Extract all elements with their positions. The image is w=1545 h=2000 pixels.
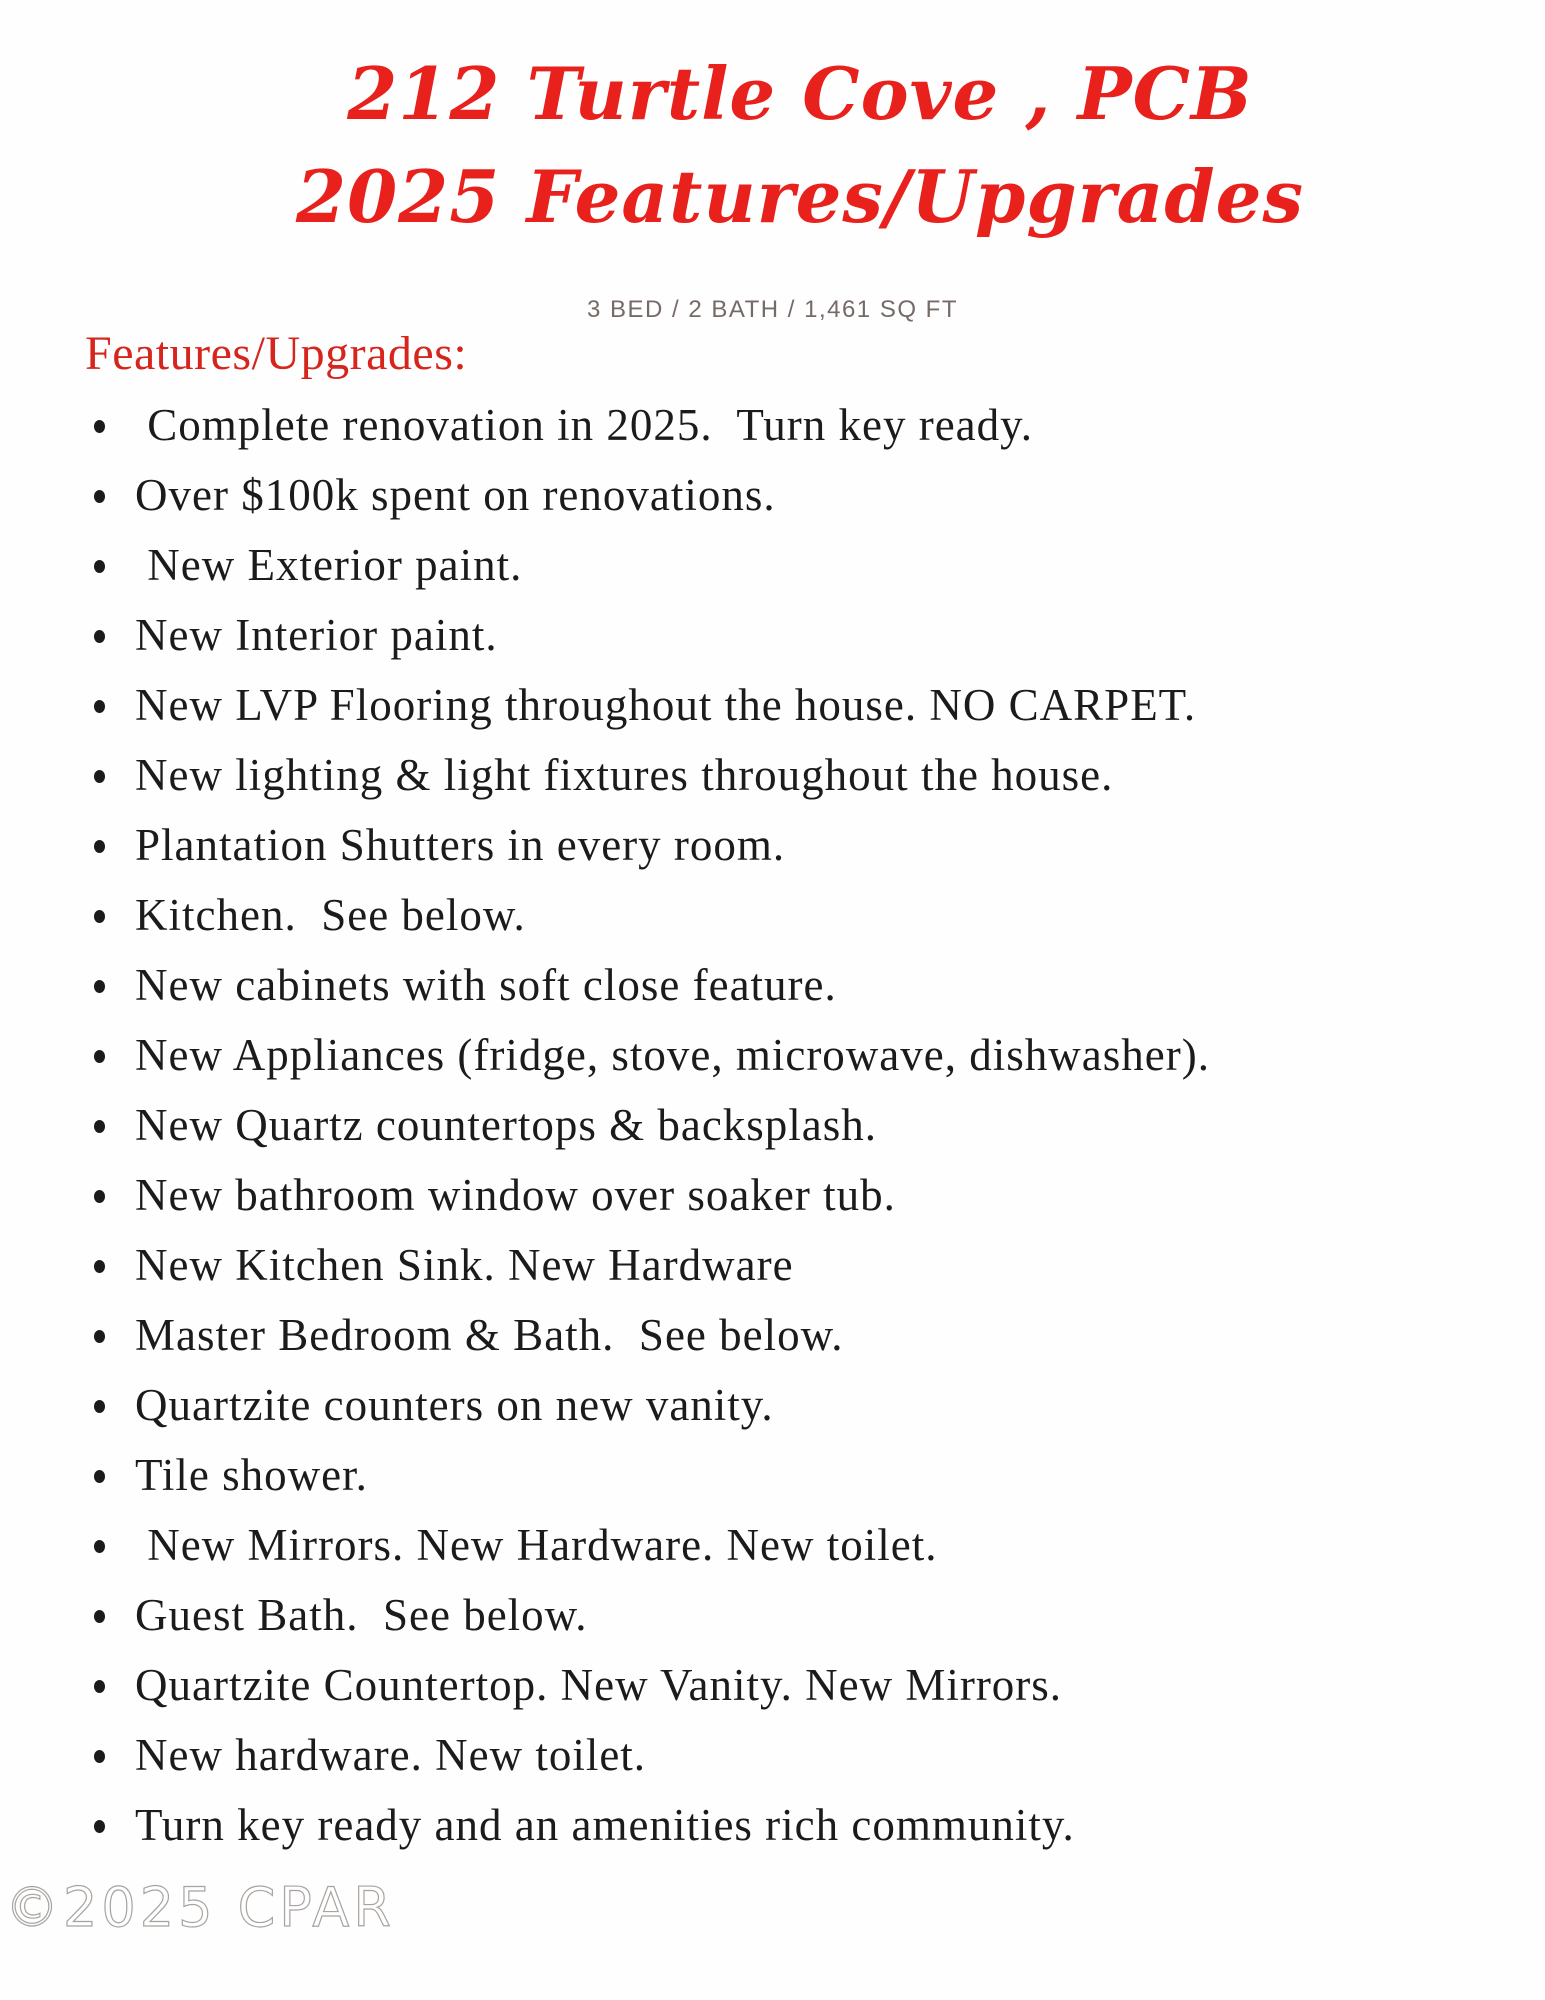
feature-item (0, 600, 1545, 670)
feature-item (0, 390, 1545, 460)
feature-item (0, 1720, 1545, 1790)
section-heading: Features/Upgrades: (85, 327, 468, 380)
feature-item (0, 670, 1545, 740)
bullet-icon (94, 700, 105, 713)
bullet-icon (94, 1400, 105, 1413)
feature-text: New Interior paint. (135, 610, 498, 660)
feature-text: New Mirrors. New Hardware. New toilet. (135, 1520, 938, 1570)
bullet-icon (94, 1680, 105, 1693)
bullet-icon (94, 1820, 105, 1833)
bullet-icon (94, 1260, 105, 1273)
property-specs: 3 BED / 2 BATH / 1,461 SQ FT (586, 296, 958, 323)
feature-item (0, 1790, 1545, 1860)
feature-list (0, 390, 1545, 1860)
feature-text: New lighting & light fixtures throughout the house. (135, 750, 1114, 800)
feature-text: Complete renovation in 2025. Turn key ready. (135, 400, 1033, 450)
feature-item (0, 1650, 1545, 1720)
feature-item (0, 1370, 1545, 1440)
feature-item (0, 460, 1545, 530)
feature-text: New Quartz countertops & backsplash. (135, 1100, 878, 1150)
bullet-icon (94, 490, 105, 503)
bullet-icon (94, 1050, 105, 1063)
feature-text: Quartzite Countertop. New Vanity. New Mirrors. (135, 1660, 1063, 1710)
feature-text: New LVP Flooring throughout the house. NO CARPET. (135, 680, 1197, 730)
bullet-icon (94, 910, 105, 923)
feature-item (0, 1160, 1545, 1230)
feature-item (0, 1230, 1545, 1300)
feature-text: New bathroom window over soaker tub. (135, 1170, 896, 1220)
bullet-icon (94, 1120, 105, 1133)
bullet-icon (94, 1330, 105, 1343)
bullet-icon (94, 980, 105, 993)
feature-text: Kitchen. See below. (135, 890, 526, 940)
feature-text: New Kitchen Sink. New Hardware (135, 1240, 794, 1290)
bullet-icon (94, 630, 105, 643)
feature-text: Turn key ready and an amenities rich community. (135, 1800, 1075, 1850)
bullet-icon (94, 770, 105, 783)
feature-text: New Exterior paint. (135, 540, 523, 590)
feature-text: Over $100k spent on renovations. (135, 470, 776, 520)
feature-item (0, 1300, 1545, 1370)
bullet-icon (94, 1190, 105, 1203)
feature-text: New Appliances (fridge, stove, microwave, dishwasher). (135, 1030, 1210, 1080)
bullet-icon (94, 420, 105, 433)
feature-item (0, 1580, 1545, 1650)
bullet-icon (94, 1750, 105, 1763)
feature-item (0, 1440, 1545, 1510)
page-title-line1: 212 Turtle Cove , PCB (347, 51, 1253, 136)
bullet-icon (94, 560, 105, 573)
feature-item (0, 880, 1545, 950)
feature-item (0, 1020, 1545, 1090)
feature-item (0, 530, 1545, 600)
bullet-icon (94, 1610, 105, 1623)
feature-item (0, 1090, 1545, 1160)
bullet-icon (94, 1470, 105, 1483)
feature-text: Plantation Shutters in every room. (135, 820, 786, 870)
feature-text: Tile shower. (135, 1450, 368, 1500)
feature-item (0, 740, 1545, 810)
feature-text: New hardware. New toilet. (135, 1730, 647, 1780)
copyright-watermark: ©2025 CPAR (5, 1876, 395, 1939)
feature-text: Master Bedroom & Bath. See below. (135, 1310, 844, 1360)
bullet-icon (94, 840, 105, 853)
feature-item (0, 1510, 1545, 1580)
feature-text: New cabinets with soft close feature. (135, 960, 837, 1010)
feature-item (0, 810, 1545, 880)
feature-text: Quartzite counters on new vanity. (135, 1380, 774, 1430)
bullet-icon (94, 1540, 105, 1553)
page-title (55, 42, 1545, 248)
feature-text: Guest Bath. See below. (135, 1590, 588, 1640)
feature-item (0, 950, 1545, 1020)
page-title-line2: 2025 Features/Upgrades (295, 154, 1305, 239)
